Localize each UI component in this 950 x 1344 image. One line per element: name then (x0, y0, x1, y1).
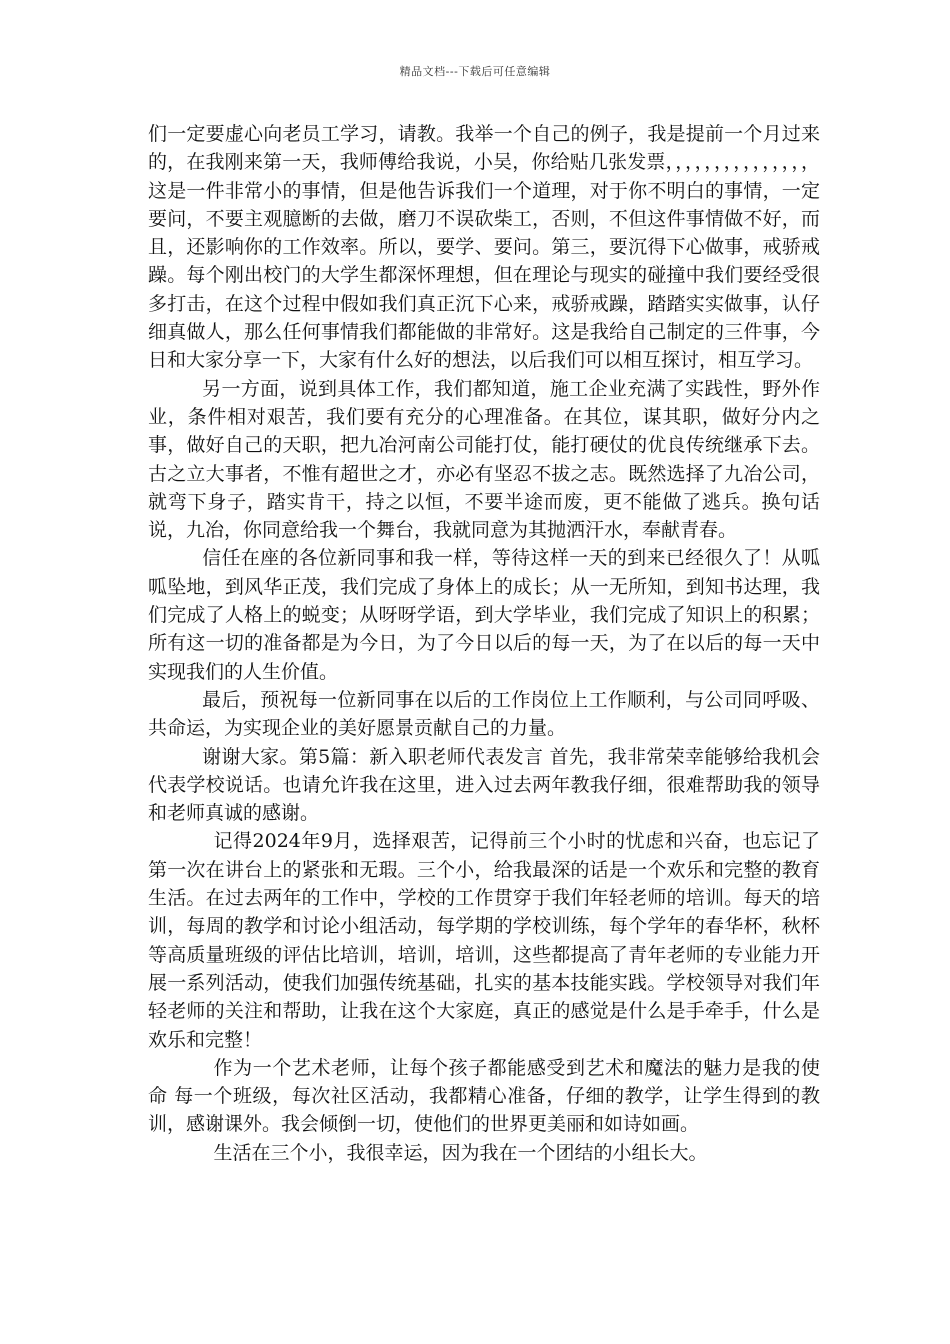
paragraph: 记得2024年9月，选择艰苦，记得前三个小时的忧虑和兴奋，也忘记了第一次在讲台上的紧张和无瑕。三个小，给我最深的话是一个欢乐和完整的教育生活。在过去两年的工作中，学校的工作贯穿于我们年轻老师的培训。每天的培训，每周的教学和讨论小组活动，每学期的学校训练，每个学年的春华杯，秋杯等高质量班级的评估比培训，培训，培训，这些都提高了青年老师的专业能力开展一系列活动，使我们加强传统基础，扎实的基本技能实践。学校领导对我们年轻老师的关注和帮助，让我在这个大家庭，真正的感觉是什么是手牵手，什么是欢乐和完整！ (148, 830, 820, 1051)
paragraph: 另一方面，说到具体工作，我们都知道，施工企业充满了实践性，野外作业，条件相对艰苦，我们要有充分的心理准备。在其位，谋其职，做好分内之事，做好自己的天职，把九冶河南公司能打仗，能打硬仗的优良传统继承下去。古之立大事者，不惟有超世之才，亦必有坚忍不拔之志。既然选择了九冶公司，就弯下身子，踏实肯干，持之以恒，不要半途而废，更不能做了逃兵。换句话说，九冶，你同意给我一个舞台，我就同意为其抛洒汗水，奉献青春。 (148, 377, 820, 542)
paragraph: 作为一个艺术老师，让每个孩子都能感受到艺术和魔法的魅力是我的使命 每一个班级，每次社区活动，我都精心准备，仔细的教学，让学生得到的教训，感谢课外。我会倾倒一切，使他们的世界更美丽和如诗如画。 (148, 1056, 820, 1136)
paragraph: 最后，预祝每一位新同事在以后的工作岗位上工作顺利，与公司同呼吸、共命运，为实现企业的美好愿景贡献自己的力量。 (148, 688, 820, 740)
paragraph: 生活在三个小，我很幸运，因为我在一个团结的小组长大。 (213, 1141, 708, 1164)
document-body (148, 120, 820, 1167)
paragraph: 们一定要虚心向老员工学习，请教。我举一个自己的例子，我是提前一个月过来的，在我刚来第一天，我师傅给我说，小吴，你给贴几张发票，，，，，，，，，，，，，，，这是一件非常小的事情，但是他告诉我们一个道理，对于你不明白的事情，一定要问，不要主观臆断的去做，磨刀不误砍柴工，否则，不但这件事情做不好，而且，还影响你的工作效率。所以，要学、要问。第三，要沉得下心做事，戒骄戒躁。每个刚出校门的大学生都深怀理想，但在理论与现实的碰撞中我们要经受很多打击，在这个过程中假如我们真正沉下心来，戒骄戒躁，踏踏实实做事，认仔细真做人，那么任何事情我们都能做的非常好。这是我给自己制定的三件事，今日和大家分享一下，大家有什么好的想法，以后我们可以相互探讨，相互学习。 (148, 123, 820, 372)
page-header: 精品文档---下载后可任意编辑 (399, 65, 551, 78)
paragraph: 信任在座的各位新同事和我一样，等待这样一天的到来已经很久了！从呱呱坠地，到风华正茂，我们完成了身体上的成长；从一无所知，到知书达理，我们完成了人格上的蜕变；从呀呀学语，到大学毕业，我们完成了知识上的积累；所有这一切的准备都是为今日，为了今日以后的每一天，为了在以后的每一天中实现我们的人生价值。 (148, 547, 820, 683)
paragraph: 谢谢大家。第5篇：新入职老师代表发言 首先，我非常荣幸能够给我机会代表学校说话。也请允许我在这里，进入过去两年教我仔细，很难帮助我的领导和老师真诚的感谢。 (148, 745, 820, 825)
